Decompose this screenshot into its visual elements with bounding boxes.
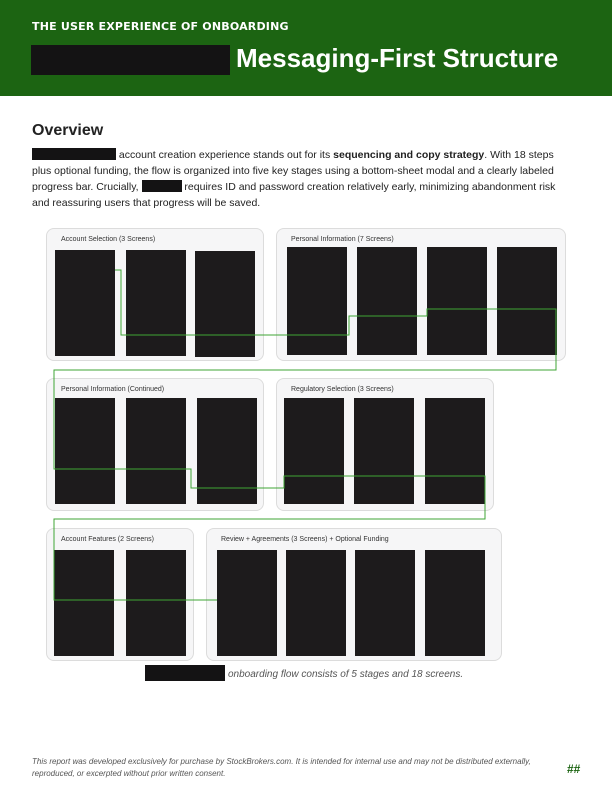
screen-thumbnail bbox=[54, 550, 114, 656]
figure-caption bbox=[145, 665, 463, 681]
screen-thumbnail bbox=[425, 398, 485, 504]
report-eyebrow: THE USER EXPERIENCE OF ONBOARDING bbox=[32, 20, 289, 33]
screen-thumbnail bbox=[357, 247, 417, 355]
screen-thumbnail bbox=[197, 398, 257, 504]
stage-label: Review + Agreements (3 Screens) + Optional Funding bbox=[221, 536, 389, 543]
screen-thumbnail bbox=[354, 398, 414, 504]
stage-label: Account Selection (3 Screens) bbox=[61, 236, 156, 243]
stage-label: Account Features (2 Screens) bbox=[61, 536, 154, 543]
screen-thumbnail bbox=[425, 550, 485, 656]
screen-thumbnail bbox=[497, 247, 557, 355]
overview-text-bold: sequencing and copy strategy bbox=[333, 149, 485, 161]
screen-thumbnail bbox=[55, 398, 115, 504]
stage-label: Personal Information (7 Screens) bbox=[291, 236, 394, 243]
stage-label: Regulatory Selection (3 Screens) bbox=[291, 386, 394, 393]
screen-thumbnail bbox=[355, 550, 415, 656]
screen-thumbnail bbox=[427, 247, 487, 355]
screen-thumbnail bbox=[217, 550, 277, 656]
screen-thumbnail bbox=[126, 398, 186, 504]
screen-thumbnail bbox=[284, 398, 344, 504]
redacted-brand-name bbox=[142, 180, 182, 192]
overview-text-2: . With 18 steps plus optional funding, the flow is organized into five key stages using a bottom-sheet modal and a clearly labeled progress bar. Crucially, bbox=[32, 149, 554, 193]
screen-thumbnail bbox=[287, 247, 347, 355]
overview-paragraph bbox=[32, 147, 562, 211]
screen-thumbnail bbox=[126, 250, 186, 356]
screen-thumbnail bbox=[126, 550, 186, 656]
overview-text-3: requires ID and password creation relatively early, minimizing abandonment risk and reassuring users that progress will be saved. bbox=[32, 181, 556, 209]
report-header bbox=[0, 0, 612, 96]
stage-label: Personal Information (Continued) bbox=[61, 386, 165, 393]
overview-text-1: account creation experience stands out for its bbox=[118, 149, 334, 161]
redacted-brand-name bbox=[32, 148, 116, 160]
caption-text: onboarding flow consists of 5 stages and 18 screens. bbox=[228, 669, 464, 680]
redacted-brand-name bbox=[145, 665, 225, 681]
overview-heading: Overview bbox=[32, 122, 104, 139]
screen-thumbnail bbox=[286, 550, 346, 656]
screen-thumbnail bbox=[55, 250, 115, 356]
redacted-brand-name bbox=[31, 45, 230, 75]
screen-thumbnail bbox=[195, 251, 255, 357]
footer-disclaimer: This report was developed exclusively for purchase by StockBrokers.com. It is intended for internal use and may not be distributed externally, reproduced, or excerpted without prior written consent. bbox=[32, 757, 531, 778]
page-title: Messaging-First Structure bbox=[236, 43, 559, 73]
page-number: ## bbox=[567, 762, 581, 776]
